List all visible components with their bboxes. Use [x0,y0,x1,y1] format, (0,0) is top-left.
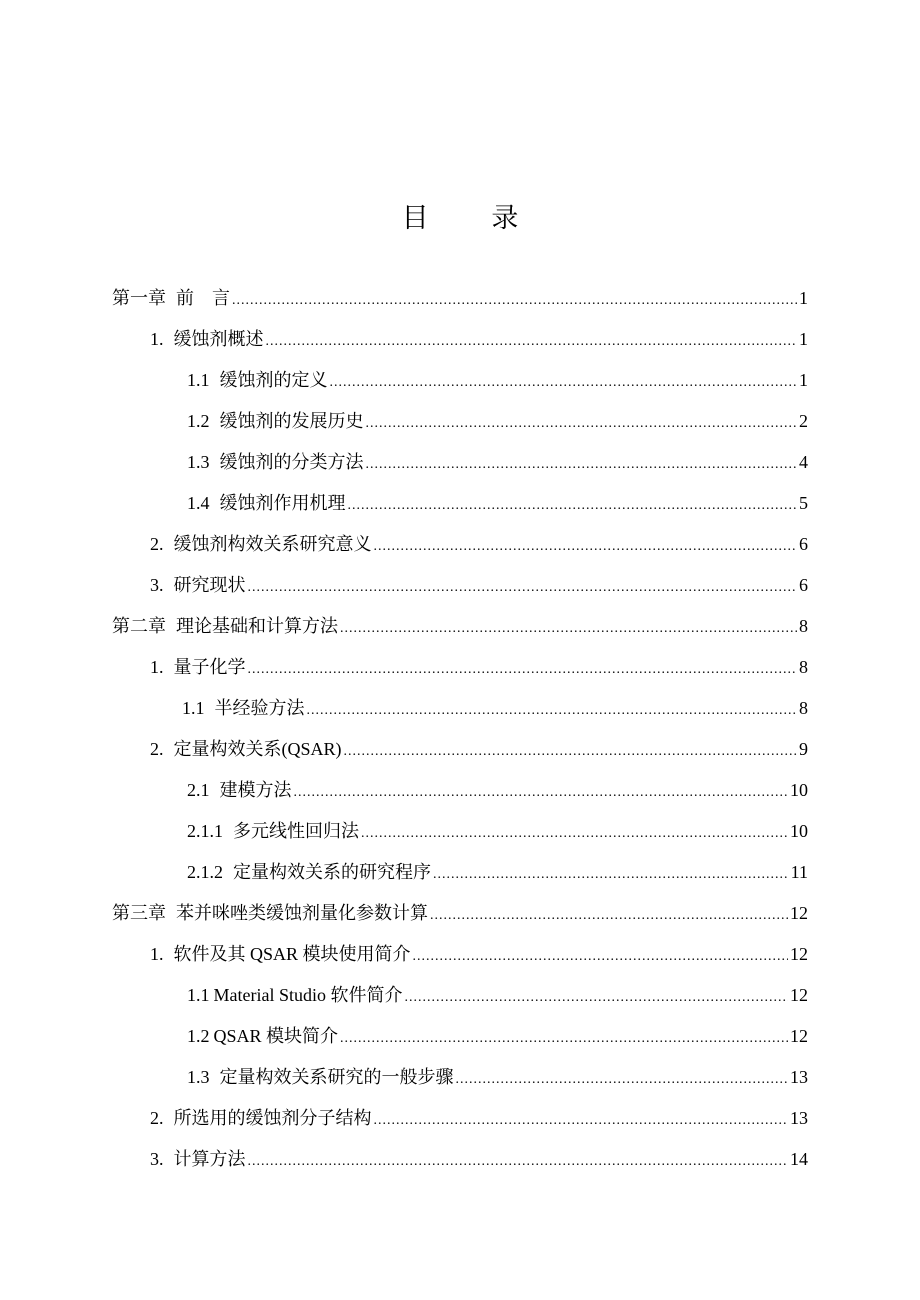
toc-entry[interactable] [112,612,808,640]
toc-entry[interactable] [187,489,808,517]
toc-entry-label: QSAR 模块简介 [213,1026,339,1046]
dot-leader [413,943,788,971]
toc-entry-number: 1. [150,944,164,964]
toc-entry-number: 1.2 [187,1026,210,1046]
toc-entry-number: 1.4 [187,493,210,513]
toc-entry-page: 11 [790,862,808,882]
toc-entry-label: 软件及其 QSAR 模块使用简介 [173,944,411,964]
toc-entry-page: 1 [799,288,808,308]
toc-entry-label: 多元线性回归法 [233,821,359,841]
toc-entry[interactable] [187,366,808,394]
toc-entry[interactable] [150,735,808,763]
toc-entry-page: 6 [799,534,808,554]
toc-entry-page: 8 [799,698,808,718]
toc-entry-number: 1.3 [187,1067,210,1087]
toc-entry-number: 1. [150,329,164,349]
dot-leader [248,656,798,684]
toc-entry-number: 第二章 [112,616,166,636]
dot-leader [266,328,798,356]
toc-entry[interactable] [187,776,808,804]
toc-entry-label: 定量构效关系的研究程序 [233,862,431,882]
toc-entry-page: 1 [799,370,808,390]
toc-entry[interactable] [182,694,808,722]
toc-entry-label: 定量构效关系(QSAR) [173,739,342,759]
toc-entry-number: 3. [150,575,164,595]
toc-entry-page: 5 [799,493,808,513]
dot-leader [361,820,788,848]
dot-leader [340,1025,788,1053]
toc-entry-page: 12 [790,1026,808,1046]
toc-entry[interactable] [150,940,808,968]
toc-entry-label: 量子化学 [173,657,246,677]
toc-entry-page: 12 [790,944,808,964]
toc-entry[interactable] [187,448,808,476]
toc-entry[interactable] [150,571,808,599]
dot-leader [294,779,789,807]
toc-entry[interactable] [187,1022,808,1050]
toc-entry-label: 缓蚀剂的定义 [219,370,328,390]
dot-leader [232,287,797,315]
toc-entry-number: 2. [150,1108,164,1128]
toc-entry[interactable] [112,899,808,927]
toc-entry-number: 3. [150,1149,164,1169]
toc-entry-number: 第三章 [112,903,166,923]
toc-entry-page: 14 [790,1149,808,1169]
toc-entry-page: 10 [790,780,808,800]
toc-entry[interactable] [150,530,808,558]
toc-entry-page: 4 [799,452,808,472]
toc-entry-label: 所选用的缓蚀剂分子结构 [173,1108,372,1128]
dot-leader [430,902,788,930]
dot-leader [433,861,789,889]
toc-entry-label: 苯并咪唑类缓蚀剂量化参数计算 [176,903,428,923]
dot-leader [404,984,788,1012]
toc-entry-number: 1.3 [187,452,210,472]
toc-entry-number: 2. [150,739,164,759]
toc-entry-page: 8 [799,616,808,636]
dot-leader [456,1066,789,1094]
dot-leader [366,451,798,479]
toc-entry[interactable] [150,1104,808,1132]
toc-entry[interactable] [112,284,808,312]
dot-leader [366,410,798,438]
toc-entry-number: 1. [150,657,164,677]
toc-entry-label: Material Studio 软件简介 [213,985,403,1005]
toc-entry-number: 1.1 [187,370,210,390]
toc-entry[interactable] [187,1063,808,1091]
toc-entry-page: 13 [790,1067,808,1087]
toc-entry-page: 13 [790,1108,808,1128]
toc-entry-label: 缓蚀剂概述 [173,329,264,349]
dot-leader [307,697,798,725]
toc-entry-page: 10 [790,821,808,841]
toc-entry-label: 研究现状 [173,575,246,595]
toc-entry-page: 2 [799,411,808,431]
toc-entry-page: 12 [790,985,808,1005]
dot-leader [248,1148,789,1176]
toc-entry-number: 2.1.1 [187,821,223,841]
toc-entry-number: 1.2 [187,411,210,431]
toc-entry-page: 1 [799,329,808,349]
toc-entry-label: 前 言 [176,288,230,308]
toc-entry[interactable] [187,858,808,886]
toc-entry[interactable] [150,653,808,681]
toc-entry-label: 理论基础和计算方法 [176,616,338,636]
toc-entry-number: 1.1 [187,985,210,1005]
toc-entry-page: 8 [799,657,808,677]
toc-entry-page: 12 [790,903,808,923]
toc-entry-label: 缓蚀剂作用机理 [219,493,346,513]
toc-entry[interactable] [187,407,808,435]
toc-entry-label: 缓蚀剂的分类方法 [219,452,364,472]
dot-leader [374,1107,789,1135]
dot-leader [344,738,797,766]
dot-leader [348,492,798,520]
toc-entry-number: 2. [150,534,164,554]
dot-leader [330,369,798,397]
toc-entry-label: 计算方法 [173,1149,246,1169]
toc-entry-page: 9 [799,739,808,759]
toc-entry-label: 建模方法 [219,780,292,800]
dot-leader [340,615,797,643]
dot-leader [374,533,798,561]
toc-entry-label: 半经验方法 [214,698,305,718]
toc-entry[interactable] [187,981,808,1009]
toc-entry-number: 1.1 [182,698,205,718]
toc-entry-number: 第一章 [112,288,166,308]
page-title: 目 录 [401,203,547,233]
toc-entry[interactable] [150,325,808,353]
toc-entry-label: 缓蚀剂构效关系研究意义 [173,534,372,554]
toc-entry-label: 定量构效关系研究的一般步骤 [219,1067,454,1087]
toc-entry-number: 2.1.2 [187,862,223,882]
toc-entry[interactable] [187,817,808,845]
dot-leader [248,574,798,602]
toc-entry-label: 缓蚀剂的发展历史 [219,411,364,431]
toc-entry[interactable] [150,1145,808,1173]
toc-entry-page: 6 [799,575,808,595]
toc-entry-number: 2.1 [187,780,210,800]
